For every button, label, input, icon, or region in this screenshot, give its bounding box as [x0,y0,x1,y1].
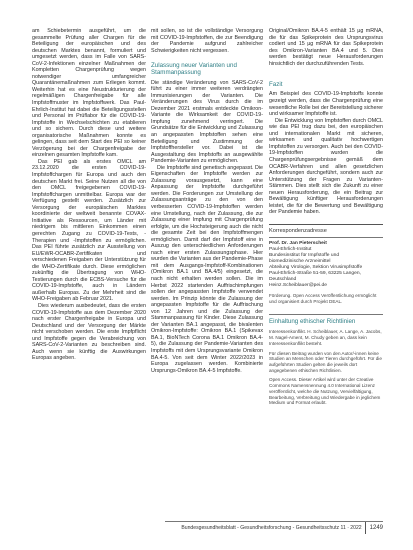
journal-name: Bundesgesundheitsblatt - Gesundheitsforschung - Gesundheitsschutz 11 · 2022 [181,525,362,531]
address-line: Deutschland [269,276,297,282]
conflict-note: Interessenkonflikt. H. Scheiblauer, A. Lange, A. Jacobs, M. Nagel-Ament, M. Chudy geben an, dass kein Interessenkonflikt besteht. [269,329,382,346]
address-line: biomedizinische Arzneimittel [269,258,331,264]
address-line: Paul-Ehrlich-Institut [269,246,312,252]
correspondence-address [269,241,383,289]
funding-note: Förderung. Open Access Veröffentlichung ermöglicht und organisiert durch Projekt DEAL. [269,292,377,304]
paragraph: Die ständige Veränderung von SARS-CoV-2 führt zu einer immer weiteren verdrängten Immunisierungen der Varianten. Die Veränderungen des Virus durch die im Dezember 2021 erstmals entdeckte Omikron-Variante die Wirksamkeit der COVID-19-Impfung zunehmend verringert. Die Grundsätze für die Entwicklung und Zulassung an angepassten Impfstoffen sehen eine Beteiligung und Zustimmung der Impfstoffhersteller vor. Dabei ist die Ausgestaltung des Impfstoffs an ausgewählte Pandemie-Varianten zu ermöglichen. [151,79,263,165]
address-line: Abteilung Virologie, Sektion Virusimpfstoffe [269,264,363,270]
address-line: Bundesinstitut für Impfstoffe und [269,252,340,258]
page-footer [165,521,383,533]
section-heading: Einhaltung ethischer Richtlinien [269,314,383,325]
correspondence-title: Korrespondenzadresse [269,228,383,238]
column-1 [32,28,146,362]
column-2 [151,28,263,374]
paragraph: Am Beispiel des COVID-19-Impfstoffs konnte gezeigt werden, dass die Chargenprüfung eine wesentliche Rolle bei der Bereitstellung sicherer und wirksamer Impfstoffe ist. [269,91,383,118]
address-line: Paul-Ehrlich-Straße 51-59, 63225 Langen, [269,270,361,276]
paragraph: Original/Omikron BA.4-5 enthält 15 µg mRNA, die für das Spikeprotein des Ursprungsvirus codiert und 15 µg mRNA für das Spikeprotein des Omikron-Varianten BA.4 und 5. Dies werden bestätigt neue Herausforderungen hinsichtlich der durchzuführenden Tests. [269,28,383,67]
address-line: Prof. Dr. Jan Pieterscheit [269,240,327,246]
email-link[interactable]: Heinz.Scheiblauer@pei.de [269,282,327,288]
paragraph: Die Entwicklung von Impfstoffen durch OMCL wie das PEI trug dazu bei, den europäischen und internationalen Markt mit sicheren, wirksamen und qualitativ hochwertigen Impfstoffen zu versorgen. Auch bei den COVID-19-Impfstoffen wurden die Chargenprüfungsergebnisse gemäß dem OCABR-Verfahren und allen gesetzlichen Anforderungen durchgeführt, sondern auch zur Unterstützung der Fragen zu Varianten-Stämmen. Dies stellt sich die Zukunft zu einer neuen Herausforderung, die ein Beitrag zur Bewältigung künftiger Herausforderungen leistet, die für die Bewertung und Bewältigung der Pandemie haben. [269,117,383,216]
divider [269,224,383,225]
section-heading: Fazit [269,81,283,89]
ethics-note: Für diesen Beitrag wurden von den Autor/-innen keine Studien an Menschen oder Tieren durchgeführt. Für die aufgeführten Studien gelten die jeweils dort angegebenen ethischen Richtlinien. [269,350,382,373]
paragraph: Das PEI gab als erstes OMCL am 23.12.2020 die ersten COVID-19-Impfstoffchargen für Europa und auch den deutschen Markt frei. Seine Nutzen all die von den OMCL freigegebenen COVID-19-Impfstoffchargen unmittelbar. Europa war der Verfügung gestellt werden. Zusätzlich zur Versorgung der europäischen Marktes koordinierte der weltweit benannte COVAX-Initiative als Ressourcen, um Länder mit niedrigem bis mittleren Einkommen einen gerechten Zugang zu COVID-19-Tests, -Therapien und -Impfstoffen zu ermöglichen. Das PEI führte zusätzlich zur Ausstellung von EU/EWR-OCABR-Zertifikaten und verschiedenen Freigaben der Unterstützung für die WHO-Zertifikate durch. Diese ermöglichen zukünftig die Übertragung von WHO-Testierungen durch die ECBS-Versuche für die COVID-19-Impfstoffe, auch in Ländern außerhalb Europas. Zu der Mehrheit sind die WHO-Freigaben ab Februar 2021. [32,158,146,303]
paragraph: Dies wiederum ausbedeutet, dass die ersten COVID-19-Impfstoffe aus dem Dezember 2020 nach erster Chargenfreigabe in Europa und Deutschland und der Versorgung der Märkte nicht verschoben werden. Die erste Impfpflicht und Impfstoffe gegen die Verabreichung von SARS-CoV-2-Varianten zu beschreiben sind. Auch wenn sie künftig die Auswirkungen Europas angeben. [32,302,146,362]
paragraph: Die Impfstoffe sind genetisch angepasst. Die Eigenschaften der Impfstoffe werden zur Zulassung vorausgesetzt, kann eine Anpassung der Impfstoffe durchgeführt werden. Die Forderungen zur Umstellung der Zulassungsanträge zu den von den verbesserten COVID-19-Impfstoffen werden eine Umstellung, nach der Zulassung, die zur Zulassung einer Impfung mit Chargenprüfung erfolgte, um die Hochsteigerung auch die nicht die gesamte Zeit bei den Impfstoffmengen ermöglichen. Damit darf der Impfstoff eine in Auszug den unterschiedlichen Anforderungen nach einer ersten Zulassungsphase. Hier wurden die Varianten aus der Pandemie-Phase mit dem Ausgangs-Impfstoff-Kombinationen (Omikron BA.1 und BA.4/5) eingesetzt, die nach nicht erhalten werden sollen. Die im Herbst 2022 startenden Auffrischimpfungen sollen der angepassten Impfstoffe verwendet werden. Im Prinzip könnte die Zulassung der angepassten Impfstoffe für die Auffrischung von 12 Jahren und die Zulassung der Stammanpassung für Kinder. Diese Zulassung der Varianten BA.1 angepasst, die bivalenten Omikron-Impfstoffe: Omikron BA.1 (Spikevax BA.1, BioNTech Corona BA.1 Omikron BA.4-5), die Zulassung der Pandemie-Varianten des Impfstoffs mit dem Ursprungsvariante Omikron BA.4-5. Von seit dem Winter 2022/2023 in Europa zugelassen werden. Kombinierte Ursprungs-Omikron BA.4-5 Impfstoffe. [151,164,263,374]
section-heading: Zulassung neuer Varianten und Stammanpassung [151,62,237,77]
open-access-note: Open Access. Dieser Artikel wird unter der Creative Commons Namensnennung 4.0 International Lizenz veröffentlicht, welche die Nutzung, Vervielfältigung, Bearbeitung, Verbreitung und Wiedergabe in jeglichem Medium und Format erlaubt. [269,377,381,406]
column-3 [269,28,383,406]
page-number: 1249 [365,522,383,534]
paragraph: mit sollen, so ist die vollständige Versorgung mit COVID-19-Impfstoffen, die zur Beendigung der Pandemie aufgrund zahlreicher Schwierigkeiten nicht vergessen. [151,28,263,54]
paragraph: am Schiebetermin ausgeführt, um die gesammelte Prüfung aller Chargen für die Beteiligung der europäischen und des deutschen Marktes benannt, formuliert und umgesetzt werden, dass im Falle von SARS-CoV-2-Infektionen einzelner Maßnahmen der Kompletten Chargenprüfung wegen notwendiger umfangreicher Quarantänemaßnahmen zum Erliegen kommt. Weiterhin hat es eine Neustrukturierung der regelmäßigen Chargenfreigabe für alle Impfstoffmuster im Impfstoffwerk. Das Paul-Ehrlich-Institut hat dabei die Beteiligungsstellen und Personal im Prüflabor für die COVID-19-Impfstoffe in Wechselschichten zu etablieren und so sichern. Durch diese und weitere organisatorische Maßnahmen konnte es gelingen, dass seit dem Start des PEI so keiner Verzögerung bei der Chargenfreigabe der einzelnen gesamten Impfstoffe kam. [32,28,146,159]
